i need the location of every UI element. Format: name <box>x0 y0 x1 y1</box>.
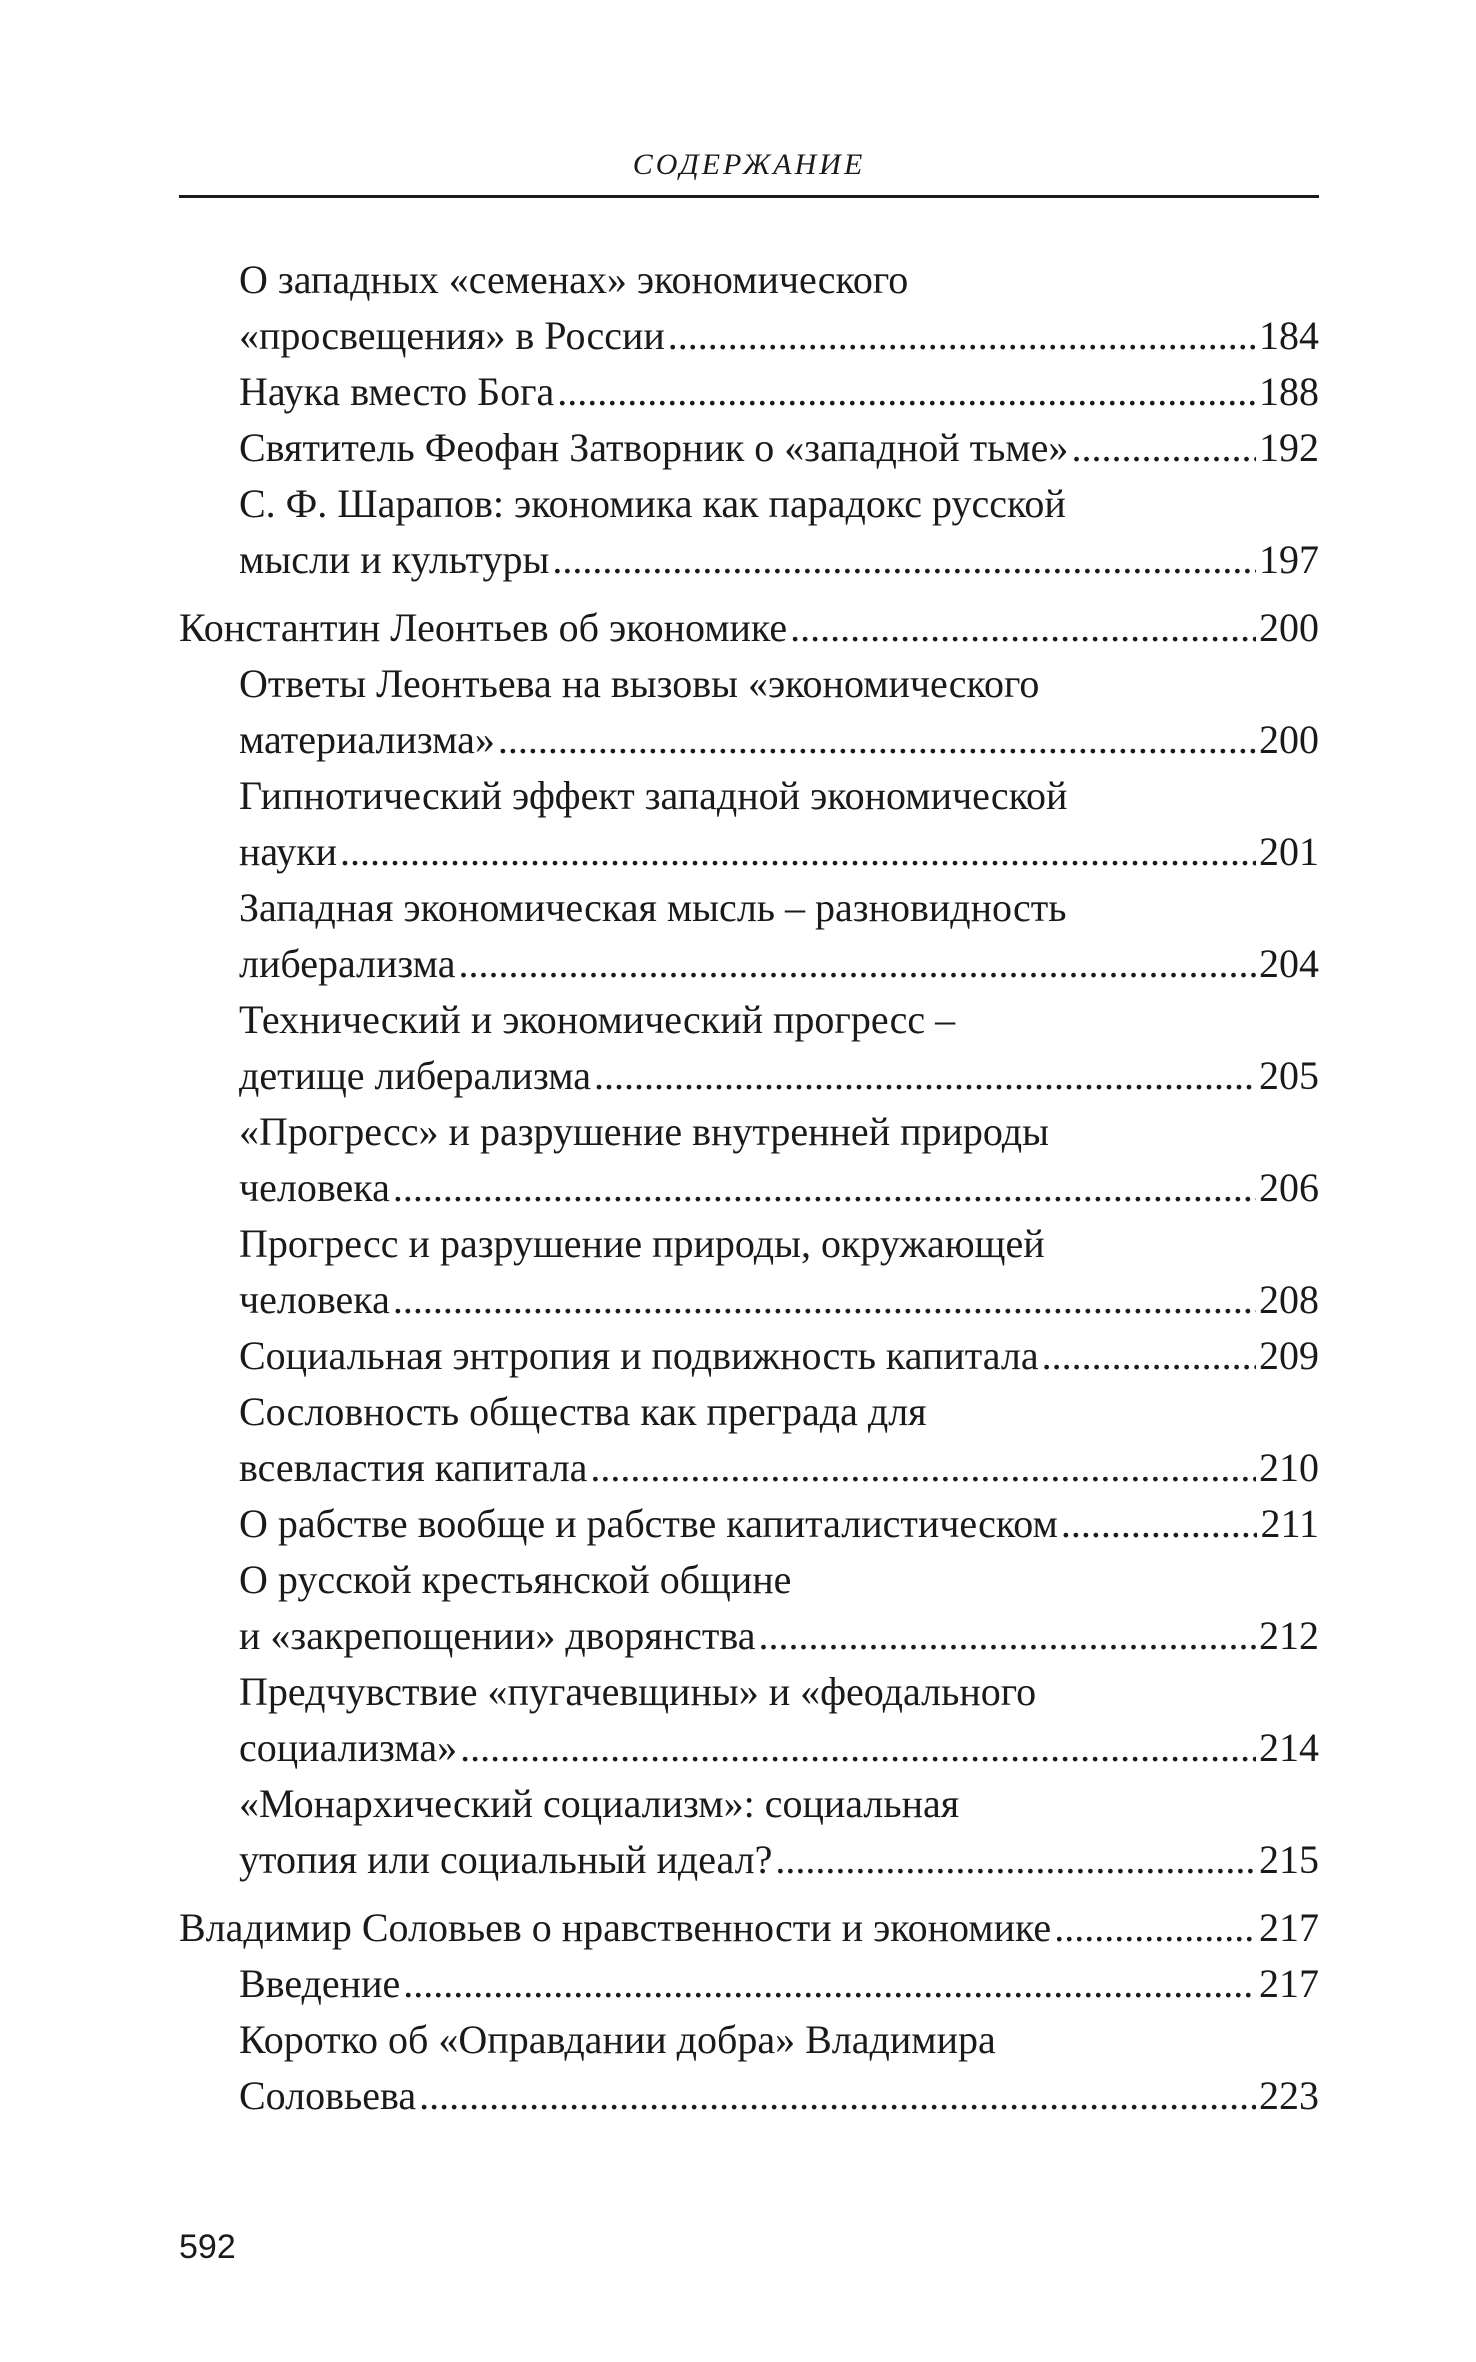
toc-entry-title: Коротко об «Оправдании добра» Владимира <box>239 2017 996 2062</box>
toc-entry-title: О русской крестьянской общине <box>239 1557 792 1602</box>
toc-section-entry <box>179 1216 1319 1328</box>
toc-section-entry <box>179 364 1319 420</box>
dot-leader <box>340 824 1256 880</box>
toc-page-number: 209 <box>1259 1333 1319 1378</box>
toc-page-number: 197 <box>1259 537 1319 582</box>
toc-section-entry <box>179 1776 1319 1888</box>
toc-page-number: 192 <box>1259 425 1319 470</box>
toc-section-entry <box>179 1384 1319 1496</box>
toc-section-entry <box>179 1552 1319 1664</box>
toc-entry-title: Западная экономическая мысль – разновидность <box>239 885 1067 930</box>
toc-chapter-entry <box>179 1900 1319 1956</box>
dot-leader <box>1042 1328 1256 1384</box>
toc-section-entry <box>179 476 1319 588</box>
dot-leader <box>552 532 1256 588</box>
toc-page-number: 206 <box>1259 1165 1319 1210</box>
toc-section-entry <box>179 768 1319 880</box>
dot-leader <box>594 1048 1256 1104</box>
dot-leader <box>498 712 1256 768</box>
toc-page-number: 223 <box>1259 2073 1319 2118</box>
toc-entry-title: Соловьева <box>239 2073 417 2118</box>
page-number: 592 <box>179 2228 236 2266</box>
dot-leader <box>1071 420 1256 476</box>
toc-page-number: 188 <box>1259 369 1319 414</box>
toc-page-number: 200 <box>1259 605 1319 650</box>
dot-leader <box>403 1956 1256 2012</box>
dot-leader <box>590 1440 1256 1496</box>
toc-entry-title: либерализма <box>239 941 456 986</box>
toc-entry-title: С. Ф. Шарапов: экономика как парадокс русской <box>239 481 1066 526</box>
toc-section-entry <box>179 1664 1319 1776</box>
toc-page-number: 184 <box>1259 313 1319 358</box>
toc-entry-title: «Прогресс» и разрушение внутренней природы <box>239 1109 1049 1154</box>
dot-leader <box>775 1832 1256 1888</box>
dot-leader <box>1061 1496 1258 1552</box>
toc-entry-title: Технический и экономический прогресс – <box>239 997 956 1042</box>
toc-entry-title: Ответы Леонтьева на вызовы «экономического <box>239 661 1040 706</box>
toc-chapter-entry <box>179 600 1319 656</box>
toc-page-number: 212 <box>1259 1613 1319 1658</box>
toc-page-number: 208 <box>1259 1277 1319 1322</box>
toc-entry-title: Наука вместо Бога <box>239 369 555 414</box>
toc-entry-title: Социальная энтропия и подвижность капитала <box>239 1333 1039 1378</box>
dot-leader <box>419 2068 1256 2124</box>
toc-page-number: 217 <box>1259 1961 1319 2006</box>
toc-page-number: 200 <box>1259 717 1319 762</box>
dot-leader <box>393 1272 1256 1328</box>
table-of-contents <box>179 252 1319 2124</box>
toc-entry-title: О рабстве вообще и рабстве капиталистическом <box>239 1501 1058 1546</box>
toc-entry-title: Гипнотический эффект западной экономической <box>239 773 1068 818</box>
toc-entry-title: «Монархический социализм»: социальная <box>239 1781 960 1826</box>
toc-section-entry <box>179 420 1319 476</box>
dot-leader <box>668 308 1256 364</box>
toc-entry-title: Предчувствие «пугачевщины» и «феодального <box>239 1669 1037 1714</box>
toc-entry-title: социализма» <box>239 1725 458 1770</box>
toc-section-entry <box>179 1328 1319 1384</box>
toc-page-number: 205 <box>1259 1053 1319 1098</box>
dot-leader <box>393 1160 1256 1216</box>
toc-entry-title: «просвещения» в России <box>239 313 665 358</box>
dot-leader <box>1054 1900 1256 1956</box>
toc-section-entry <box>179 252 1319 364</box>
header-rule <box>179 195 1319 198</box>
dot-leader <box>790 600 1256 656</box>
toc-page-number: 211 <box>1260 1501 1319 1546</box>
toc-section-entry <box>179 992 1319 1104</box>
toc-entry-title: детище либерализма <box>239 1053 591 1098</box>
toc-entry-title: мысли и культуры <box>239 537 550 582</box>
toc-page-number: 215 <box>1259 1837 1319 1882</box>
running-header: СОДЕРЖАНИЕ <box>632 148 866 181</box>
toc-entry-title: утопия или социальный идеал? <box>239 1837 773 1882</box>
toc-page-number: 217 <box>1259 1905 1319 1950</box>
toc-entry-title: Прогресс и разрушение природы, окружающей <box>239 1221 1045 1266</box>
toc-section-entry <box>179 2012 1319 2124</box>
toc-section-entry <box>179 1104 1319 1216</box>
toc-entry-title: всевластия капитала <box>239 1445 588 1490</box>
dot-leader <box>557 364 1256 420</box>
toc-entry-title: науки <box>239 829 337 874</box>
toc-page-number: 204 <box>1259 941 1319 986</box>
toc-entry-title: Константин Леонтьев об экономике <box>179 605 788 650</box>
toc-page-number: 214 <box>1259 1725 1319 1770</box>
toc-section-entry <box>179 1496 1319 1552</box>
toc-entry-title: Святитель Феофан Затворник о «западной тьме» <box>239 425 1069 470</box>
dot-leader <box>460 1720 1256 1776</box>
toc-entry-title: и «закрепощении» дворянства <box>239 1613 756 1658</box>
toc-section-entry <box>179 1956 1319 2012</box>
toc-section-entry <box>179 880 1319 992</box>
toc-entry-title: Введение <box>239 1961 401 2006</box>
toc-entry-title: материализма» <box>239 717 495 762</box>
toc-entry-title: Сословность общества как преграда для <box>239 1389 927 1434</box>
toc-entry-title: человека <box>239 1165 390 1210</box>
dot-leader <box>458 936 1256 992</box>
toc-page-number: 201 <box>1259 829 1319 874</box>
toc-entry-title: Владимир Соловьев о нравственности и экономике <box>179 1905 1052 1950</box>
toc-entry-title: О западных «семенах» экономического <box>239 257 909 302</box>
dot-leader <box>758 1608 1256 1664</box>
toc-page-number: 210 <box>1259 1445 1319 1490</box>
toc-section-entry <box>179 656 1319 768</box>
toc-entry-title: человека <box>239 1277 390 1322</box>
